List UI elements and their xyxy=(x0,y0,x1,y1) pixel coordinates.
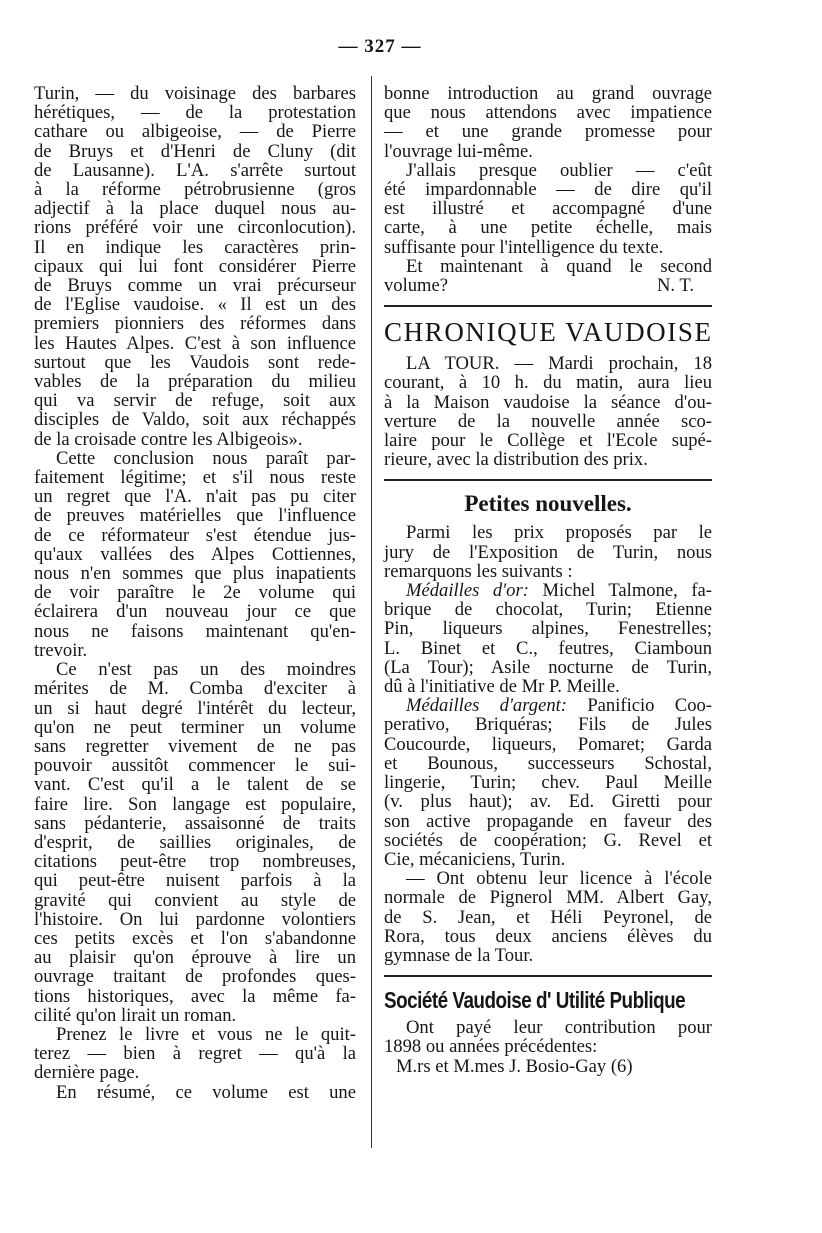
text-line: bonne introduction au grand ouvrage xyxy=(384,83,712,104)
text-line: rions préféré voir une circonlocution). xyxy=(34,217,356,239)
text-line: d'esprit, de saillies originales, de xyxy=(34,831,356,853)
text-line: sans pédanterie, assaisonné de traits xyxy=(34,812,356,834)
societe-title: Société Vaudoise d' Utilité Publique xyxy=(384,987,686,1014)
text-line: Turin, — du voisinage des barbares xyxy=(34,83,356,104)
societe-list-item: M.rs et M.mes J. Bosio-Gay (6) xyxy=(396,1055,633,1077)
text-line: l'histoire. On lui pardonne volontiers xyxy=(34,908,356,930)
text-line: cipaux qui lui font considérer Pierre xyxy=(34,255,356,277)
review-last-line: volume? xyxy=(384,275,449,297)
text-line: de voir paraître le 2e volume qui xyxy=(34,582,356,604)
text-line: que nous attendons avec impatience xyxy=(384,102,712,124)
chronique-body xyxy=(384,354,712,469)
text-line: cathare ou albigeoise, — de Pierre xyxy=(34,121,356,143)
societe-body xyxy=(384,1018,712,1056)
text-line: hérétiques, — de la protestation xyxy=(34,102,356,124)
text-line: son active propagande en faveur des xyxy=(384,810,712,832)
text-line: lingerie, Turin; chev. Paul Meille xyxy=(384,772,712,794)
text-line: de S. Jean, et Héli Peyronel, de xyxy=(384,906,712,928)
text-line: l'ouvrage lui-même. xyxy=(384,140,533,162)
text-line: qui peut-être nuisent parfois à la xyxy=(34,870,356,892)
text-line: gravité qui convient au style de xyxy=(34,889,356,911)
review-signature: N. T. xyxy=(656,275,694,297)
text-line: les Hautes Alpes. C'est à son influence xyxy=(34,332,356,354)
text-line: Cie, mécaniciens, Turin. xyxy=(384,848,566,870)
text-line: dernière page. xyxy=(34,1062,140,1084)
text-line: vables de la préparation du milieu xyxy=(34,371,356,393)
text-line: Rora, tous deux anciens élèves du xyxy=(384,925,712,947)
text-line: LA TOUR. — Mardi prochain, 18 xyxy=(406,353,712,375)
text-line: à la réforme pétrobrusienne (gros xyxy=(34,179,356,201)
text-line: terez — bien à regret — qu'à la xyxy=(34,1043,356,1065)
text-line: laire pour le Collège et l'Ecole supé- xyxy=(384,430,712,452)
text-line: pouvoir aussitôt commencer le sui- xyxy=(34,755,356,777)
text-line: Parmi les prix proposés par le xyxy=(406,522,712,544)
left-column xyxy=(34,84,356,1102)
text-line: mérites de M. Comba d'exciter à xyxy=(34,678,356,700)
text-line: est illustré et accompagné d'une xyxy=(384,198,712,220)
section-rule xyxy=(384,479,712,481)
text-line: verture de la nouvelle année sco- xyxy=(384,410,712,432)
text-line: courant, à 10 h. du matin, aura lieu xyxy=(384,372,712,394)
text-line: rieure, avec la distribution des prix. xyxy=(384,449,648,471)
text-line: ouvrage traitant de profondes ques- xyxy=(34,966,356,988)
text-line: normale de Pignerol MM. Albert Gay, xyxy=(384,887,712,909)
medailles-argent-list xyxy=(384,715,712,869)
licence-paragraph xyxy=(384,869,712,965)
text-line: Ont payé leur contribution pour xyxy=(406,1017,712,1039)
text-line: un si haut degré l'intérêt du lecteur, xyxy=(34,697,356,719)
text-line: qu'on ne peut terminer un volume xyxy=(34,716,356,738)
section-rule xyxy=(384,975,712,977)
text-line: Ce n'est pas un des moindres xyxy=(56,659,356,681)
text-line: En résumé, ce volume est une xyxy=(56,1081,356,1103)
text-line: J'allais presque oublier — c'eût xyxy=(406,159,712,181)
text-line: nous ne faisons maintenant qu'en- xyxy=(34,620,356,642)
text-line: de la croisade contre les Albigeois». xyxy=(34,428,303,450)
text-line: dû à l'initiative de Mr P. Meille. xyxy=(384,676,620,698)
text-line: Pin, liqueurs alpines, Fenestrelles; xyxy=(384,618,712,640)
text-line: de Lausanne). L'A. s'arrête surtout xyxy=(34,159,356,181)
medailles-or-label: Médailles d'or: xyxy=(406,580,529,602)
text-line: — Ont obtenu leur licence à l'école xyxy=(406,868,712,890)
text-line: nous n'en sommes que plus inapatients xyxy=(34,563,356,585)
medailles-or-text: Michel Talmone, fa- xyxy=(528,580,712,602)
medailles-argent-label: Médailles d'argent: xyxy=(406,695,567,717)
petites-intro xyxy=(384,523,712,581)
text-line: 1898 ou années précédentes: xyxy=(384,1036,598,1058)
text-line: Il en indique les caractères prin- xyxy=(34,236,356,258)
text-line: suffisante pour l'intelligence du texte. xyxy=(384,236,664,258)
text-line: trevoir. xyxy=(34,639,88,661)
text-line: — et une grande promesse pour xyxy=(384,121,712,143)
page-number: — 327 — xyxy=(338,36,422,57)
text-line: disciples de Valdo, soit aux réchappés xyxy=(34,409,356,431)
text-line: de Bruys et d'Henri de Cluny (dit xyxy=(34,140,356,162)
right-column xyxy=(384,84,712,1076)
text-line: de preuves matérielles que l'influence xyxy=(34,505,356,527)
text-line: brique de chocolat, Turin; Etienne xyxy=(384,599,712,621)
text-line: citations peut-être trop nombreuses, xyxy=(34,851,356,873)
medailles-or-list xyxy=(384,600,712,696)
text-line: carte, à une petite échelle, mais xyxy=(384,217,712,239)
text-line: Cette conclusion nous paraît par- xyxy=(56,447,356,469)
medailles-argent-text: Panificio Coo- xyxy=(566,695,712,717)
text-line: surtout que les Vaudois sont rede- xyxy=(34,351,356,373)
text-line: un regret que l'A. n'ait pas pu citer xyxy=(34,486,356,508)
text-line: Prenez le livre et vous ne le quit- xyxy=(56,1023,356,1045)
text-line: été impardonnable — de dire qu'il xyxy=(384,179,712,201)
text-line: vant. C'est qu'il a le talent de se xyxy=(34,774,356,796)
text-line: gymnase de la Tour. xyxy=(384,944,534,966)
text-line: (v. plus haut); av. Ed. Giretti pour xyxy=(384,791,712,813)
text-line: (La Tour); Asile nocturne de Turin, xyxy=(384,656,712,678)
review-closing-line xyxy=(384,276,712,295)
petites-nouvelles-title: Petites nouvelles. xyxy=(464,491,632,517)
text-line: L. Binet et C., feutres, Ciamboun xyxy=(384,637,712,659)
chronique-title: CHRONIQUE VAUDOISE xyxy=(384,317,713,348)
text-line: au plaisir qu'on éprouve à lire un xyxy=(34,947,356,969)
text-line: cilité qu'on lirait un roman. xyxy=(34,1004,237,1026)
text-line: adjectif à la place duquel nous au- xyxy=(34,198,356,220)
text-line: premiers pionniers des réformes dans xyxy=(34,313,356,335)
text-line: à la Maison vaudoise la séance d'ou- xyxy=(384,391,712,413)
text-line: de l'Eglise vaudoise. « Il est un des xyxy=(34,294,356,316)
text-line: de Bruys comme un vrai précurseur xyxy=(34,275,356,297)
section-rule xyxy=(384,305,712,307)
text-line: et Bounous, successeurs Schostal, xyxy=(384,752,712,774)
text-line: tions historiques, avec la même fa- xyxy=(34,985,356,1007)
medailles-or-first-line xyxy=(384,581,712,600)
text-line: faitement légitime; et s'il nous reste xyxy=(34,467,356,489)
text-line: sans regretter vivement de ne pas xyxy=(34,735,356,757)
review-continuation xyxy=(384,84,712,276)
text-line: jury de l'Exposition de Turin, nous xyxy=(384,541,712,563)
text-line: de ce réformateur s'est étendue jus- xyxy=(34,524,356,546)
text-line: remarquons les suivants : xyxy=(384,560,573,582)
text-line: qui va servir de refuge, soit aux xyxy=(34,390,356,412)
text-line: éclairera d'un nouveau jour ce que xyxy=(34,601,356,623)
text-line: Et maintenant à quand le second xyxy=(406,255,712,277)
text-line: qu'aux vallées des Alpes Cottiennes, xyxy=(34,543,356,565)
column-divider xyxy=(371,76,372,1148)
text-line: perativo, Briquéras; Fils de Jules xyxy=(384,714,712,736)
text-line: ces petits excès et l'on s'abandonne xyxy=(34,927,356,949)
medailles-argent-first-line xyxy=(384,696,712,715)
text-line: faire lire. Son langage est populaire, xyxy=(34,793,356,815)
text-line: sociétés de coopération; G. Revel et xyxy=(384,829,712,851)
text-line: Coucourde, liqueurs, Pomaret; Garda xyxy=(384,733,712,755)
